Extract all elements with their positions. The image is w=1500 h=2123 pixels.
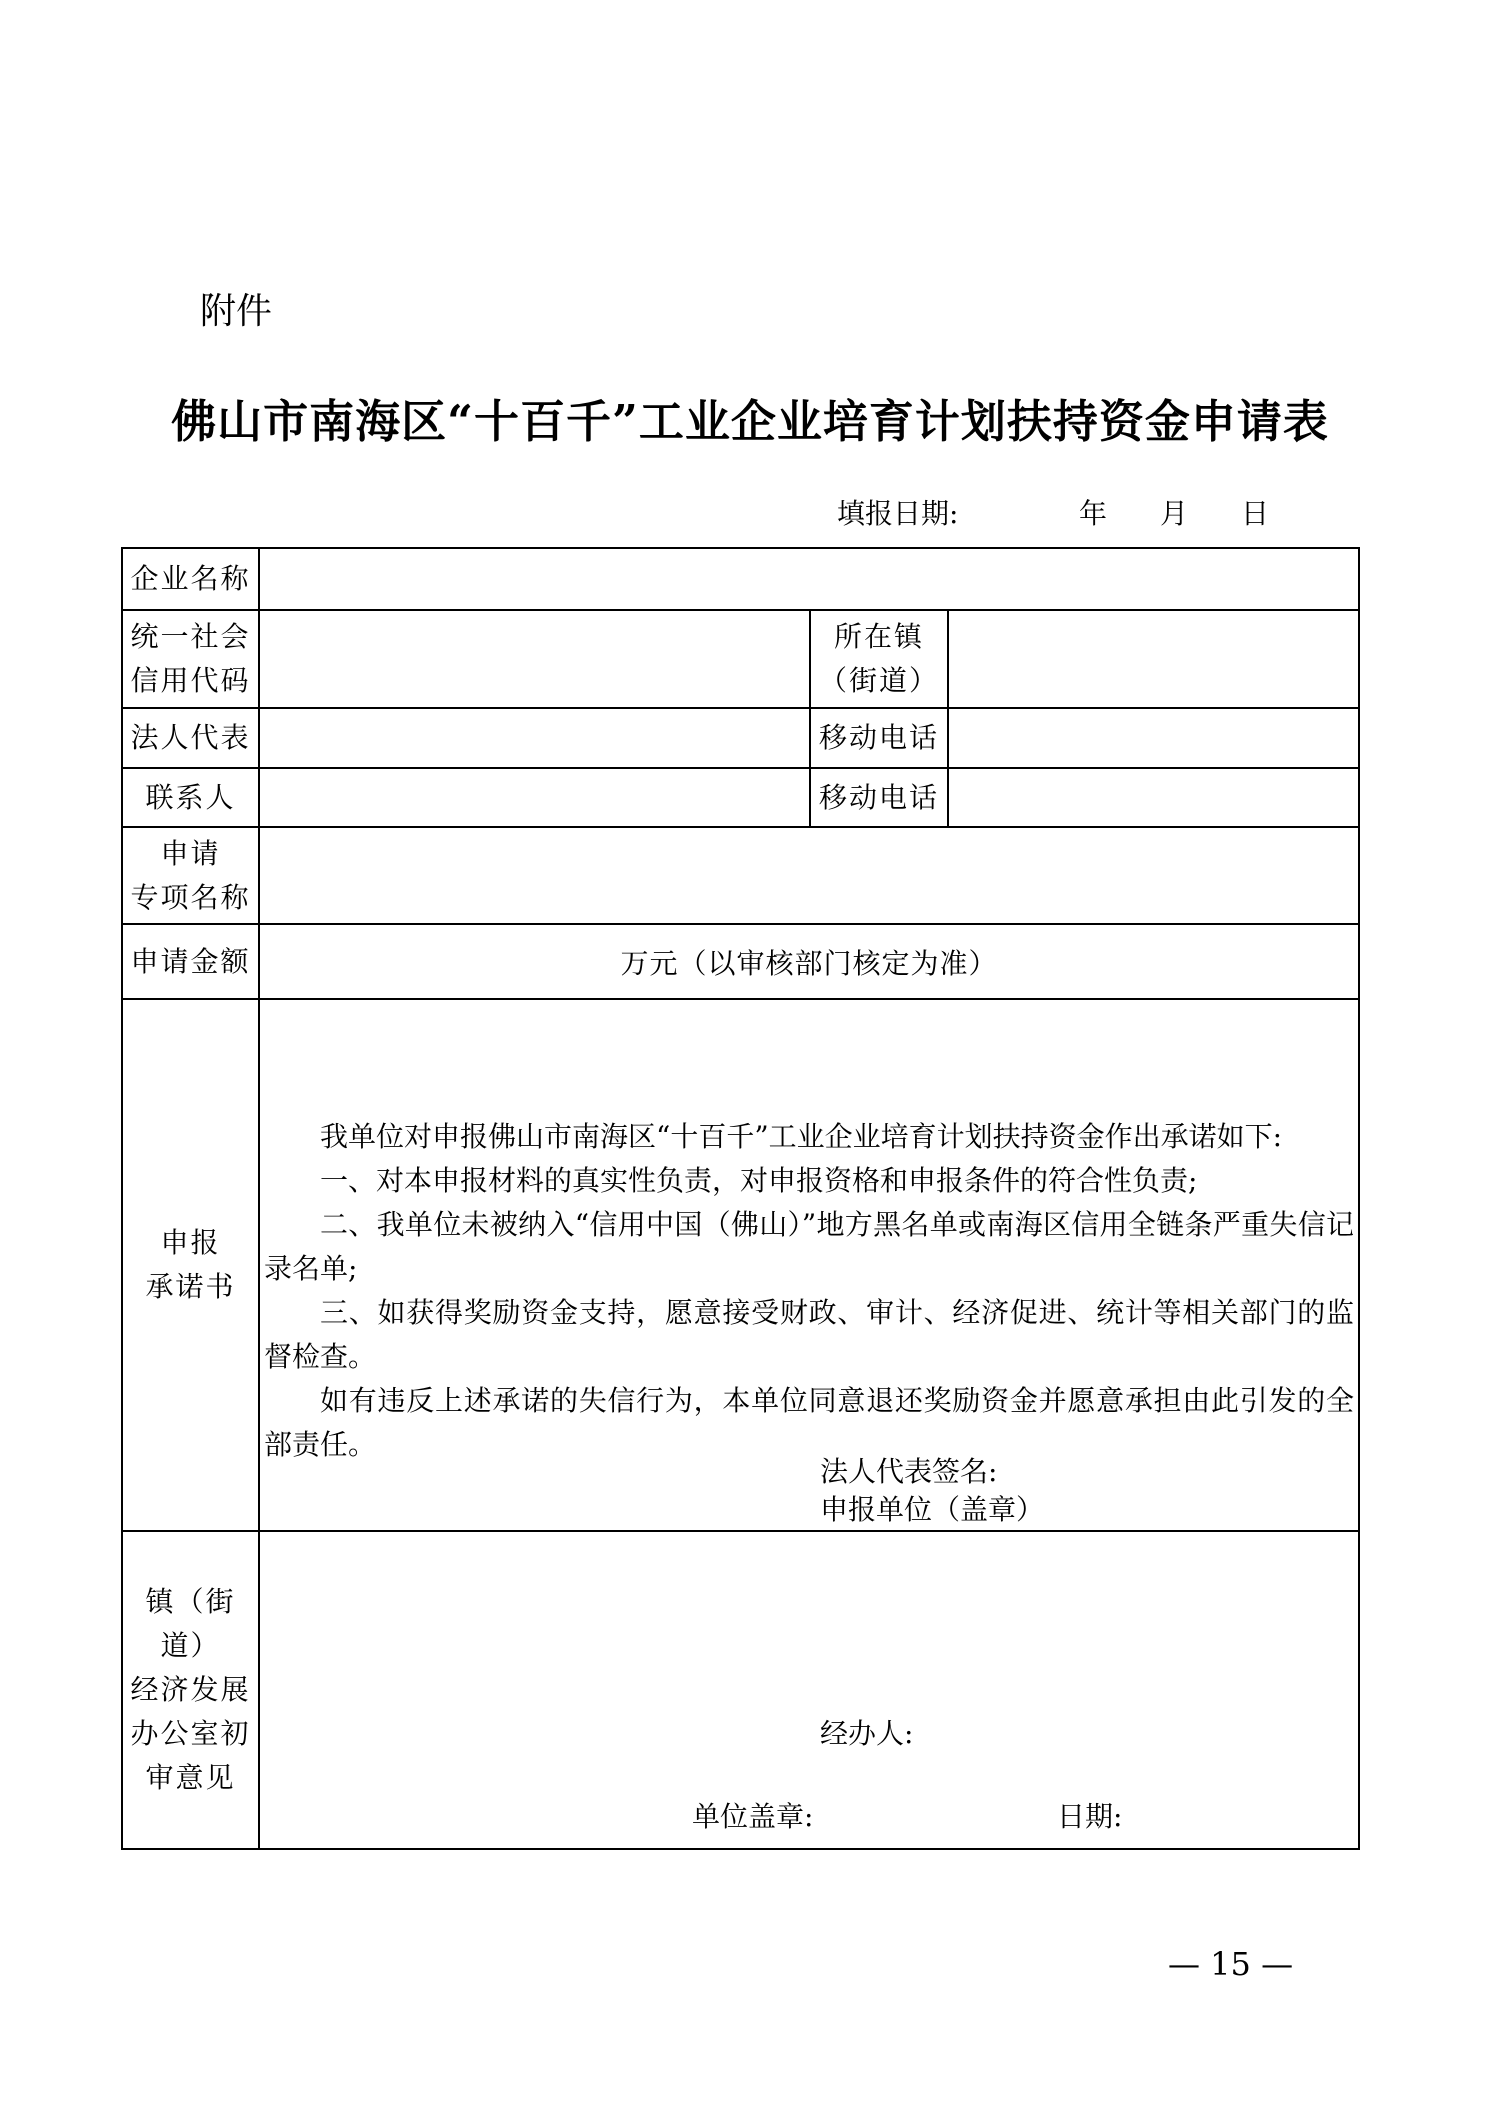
- credit-code-label-line2: 信用代码: [130, 664, 251, 697]
- town-label-line1: 所在镇: [833, 620, 924, 653]
- unit-seal-label: 单位盖章:: [692, 1800, 814, 1833]
- contact-field[interactable]: [259, 768, 810, 827]
- town-label-line2: （街道）: [818, 664, 939, 697]
- row-legal-rep: [122, 708, 1359, 768]
- review-label-line2: 经济发展: [130, 1673, 251, 1706]
- page-number: — 15 —: [1168, 1945, 1294, 1983]
- amount-field[interactable]: 万元（以审核部门核定为准）: [259, 924, 1359, 999]
- row-project: [122, 827, 1359, 924]
- town-field[interactable]: [948, 610, 1359, 708]
- fill-date-year: 年: [1079, 497, 1108, 530]
- credit-code-field[interactable]: [259, 610, 810, 708]
- commitment-item-3: 三、如获得奖励资金支持，愿意接受财政、审计、经济促进、统计等相关部门的监督检查。: [264, 1296, 1355, 1373]
- project-label-line1: 申请: [160, 836, 221, 870]
- review-label: [122, 1531, 259, 1849]
- commitment-item-1: 一、对本申报材料的真实性负责，对申报资格和申报条件的符合性负责;: [320, 1164, 1198, 1197]
- fill-date-day: 日: [1241, 497, 1270, 530]
- contact-mobile-label: 移动电话: [810, 768, 948, 827]
- review-content[interactable]: [259, 1531, 1359, 1849]
- project-label: [122, 827, 259, 924]
- town-label: [810, 610, 948, 708]
- review-date-label: 日期:: [1057, 1800, 1123, 1833]
- commitment-label: [122, 999, 259, 1531]
- contact-mobile-field[interactable]: [948, 768, 1359, 827]
- commitment-label-line2: 承诺书: [145, 1270, 236, 1303]
- row-contact: [122, 768, 1359, 827]
- legal-rep-field[interactable]: [259, 708, 810, 768]
- fill-date-label: 填报日期:: [837, 497, 959, 530]
- credit-code-label-line1: 统一社会: [130, 620, 251, 653]
- handler-label: 经办人:: [820, 1717, 914, 1750]
- attachment-label: 附件: [200, 291, 273, 332]
- credit-code-label: [122, 610, 259, 708]
- legal-rep-label: 法人代表: [122, 708, 259, 768]
- form-title: 佛山市南海区“十百千”工业企业培育计划扶持资金申请表: [171, 395, 1329, 448]
- legal-rep-signature-label: 法人代表签名:: [820, 1455, 998, 1488]
- application-form-table: [121, 547, 1360, 1850]
- row-commitment: [122, 999, 1359, 1531]
- amount-label: 申请金额: [122, 924, 259, 999]
- commitment-content: [259, 999, 1359, 1531]
- fill-date-month: 月: [1160, 497, 1189, 530]
- review-label-line1: 镇（街道）: [145, 1585, 236, 1662]
- row-credit-code: [122, 610, 1359, 708]
- row-amount: [122, 924, 1359, 999]
- review-label-line4: 审意见: [145, 1761, 236, 1794]
- legal-rep-mobile-label: 移动电话: [810, 708, 948, 768]
- legal-rep-mobile-field[interactable]: [948, 708, 1359, 768]
- project-label-line2: 专项名称: [130, 880, 251, 914]
- applicant-seal-label: 申报单位（盖章）: [820, 1493, 1045, 1526]
- row-review: [122, 1531, 1359, 1849]
- contact-label: 联系人: [122, 768, 259, 827]
- company-name-label: 企业名称: [122, 548, 259, 610]
- project-name-field[interactable]: [259, 827, 1359, 924]
- commitment-item-2: 二、我单位未被纳入“信用中国（佛山）”地方黑名单或南海区信用全链条严重失信记录名单;: [264, 1208, 1355, 1285]
- row-company-name: [122, 548, 1359, 610]
- review-label-line3: 办公室初: [130, 1717, 251, 1750]
- company-name-field[interactable]: [259, 548, 1359, 610]
- commitment-closing: 如有违反上述承诺的失信行为，本单位同意退还奖励资金并愿意承担由此引发的全部责任。: [264, 1384, 1355, 1461]
- commitment-intro: 我单位对申报佛山市南海区“十百千”工业企业培育计划扶持资金作出承诺如下:: [320, 1120, 1283, 1153]
- commitment-label-line1: 申报: [160, 1226, 221, 1259]
